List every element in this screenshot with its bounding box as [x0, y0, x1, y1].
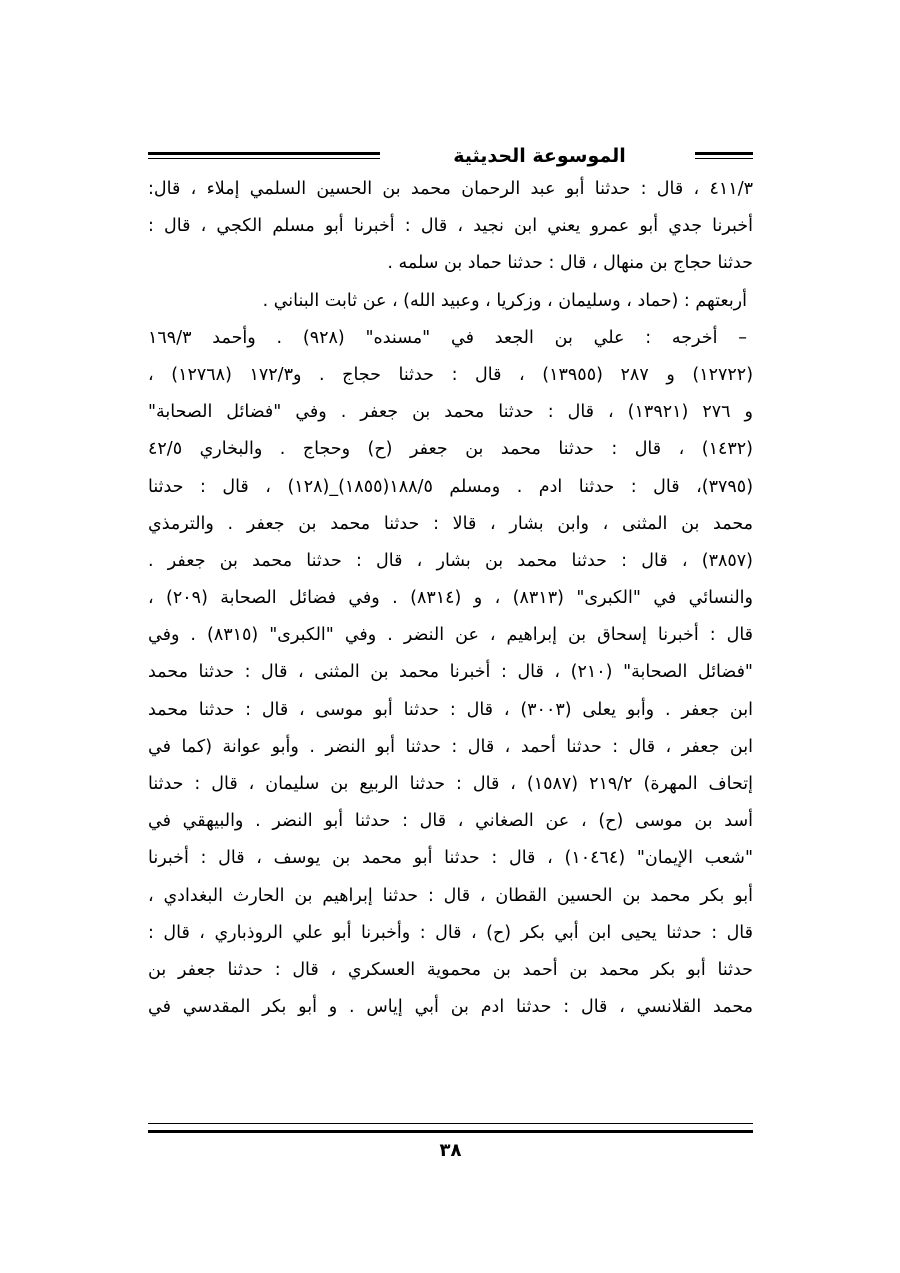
- header-title: الموسوعة الحديثية: [453, 145, 626, 167]
- page-number: ٣٨: [439, 1140, 462, 1161]
- footer-rule: [148, 1123, 753, 1133]
- text-line: (١٤٣٢) ، قال : حدثنا محمد بن جعفر (ح) وحجاج . والبخاري ٤٢/٥: [148, 439, 753, 460]
- header-rule-right: [695, 152, 753, 159]
- text-line: (٣٧٩٥)، قال : حدثنا ادم . ومسلم ١٨٨/٥(١٨٥٥)_(١٢٨) ، قال : حدثنا: [148, 476, 753, 497]
- text-line: أربعتهم : (حماد ، وسليمان ، وزكريا ، وعبيد الله) ، عن ثابت البناني .: [262, 290, 747, 311]
- text-line: قال : أخبرنا إسحاق بن إبراهيم ، عن النضر . وفي "الكبرى" (٨٣١٥) . وفي: [148, 625, 753, 646]
- text-line: و ٢٧٦ (١٣٩٢١) ، قال : حدثنا محمد بن جعفر . وفي "فضائل الصحابة": [148, 402, 753, 423]
- text-line: إتحاف المهرة) ٢١٩/٢ (١٥٨٧) ، قال : حدثنا الربيع بن سليمان ، قال : حدثنا: [148, 774, 753, 794]
- text-line: ابن جعفر . وأبو يعلى (٣٠٠٣) ، قال : حدثنا أبو موسى ، قال : حدثنا محمد: [148, 699, 753, 720]
- text-line: أسد بن موسى (ح) ، عن الصغاني ، قال : حدثنا أبو النضر . والبيهقي في: [148, 811, 753, 832]
- text-line: (٣٨٥٧) ، قال : حدثنا محمد بن بشار ، قال : حدثنا محمد بن جعفر .: [148, 550, 753, 571]
- text-line: أبو بكر محمد بن الحسين القطان ، قال : حدثنا إبراهيم بن الحارث البغدادي ،: [148, 885, 753, 906]
- text-line: والنسائي في "الكبرى" (٨٣١٣) ، و (٨٣١٤) . وفي فضائل الصحابة (٢٠٩) ،: [148, 588, 753, 609]
- text-line: حدثنا أبو بكر محمد بن أحمد بن محموية العسكري ، قال : حدثنا جعفر بن: [148, 959, 753, 980]
- text-line: (١٢٧٢٢) و ٢٨٧ (١٣٩٥٥) ، قال : حدثنا حجاج . و١٧٢/٣ (١٢٧٦٨) ،: [148, 364, 753, 385]
- text-line: ابن جعفر ، قال : حدثنا أحمد ، قال : حدثنا أبو النضر . وأبو عوانة (كما في: [148, 736, 753, 757]
- text-line: محمد بن المثنى ، وابن بشار ، قالا : حدثنا محمد بن جعفر . والترمذي: [148, 513, 753, 534]
- text-line: حدثنا حجاج بن منهال ، قال : حدثنا حماد بن سلمه .: [387, 253, 753, 274]
- text-line: "شعب الإيمان" (١٠٤٦٤) ، قال : حدثنا أبو محمد بن يوسف ، قال : أخبرنا: [148, 848, 753, 869]
- header-rule-left: [148, 152, 380, 159]
- text-line: "فضائل الصحابة" (٢١٠) ، قال : أخبرنا محمد بن المثنى ، قال : حدثنا محمد: [148, 662, 753, 683]
- text-line: محمد القلانسي ، قال : حدثنا ادم بن أبي إياس . و أبو بكر المقدسي في: [148, 997, 753, 1018]
- text-line: أخبرنا جدي أبو عمرو يعني ابن نجيد ، قال : أخبرنا أبو مسلم الكجي ، قال :: [148, 216, 753, 237]
- running-header: [148, 138, 753, 174]
- text-line: قال : حدثنا يحيى ابن أبي بكر (ح) ، قال : وأخبرنا أبو علي الروذباري ، قال :: [148, 922, 753, 943]
- text-line: ٤١١/٣ ، قال : حدثنا أبو عبد الرحمان محمد بن الحسين السلمي إملاء ، قال:: [148, 179, 753, 199]
- text-line: – أخرجه : علي بن الجعد في "مسنده" (٩٢٨) . وأحمد ١٦٩/٣: [148, 327, 747, 348]
- body-text: [148, 171, 753, 1026]
